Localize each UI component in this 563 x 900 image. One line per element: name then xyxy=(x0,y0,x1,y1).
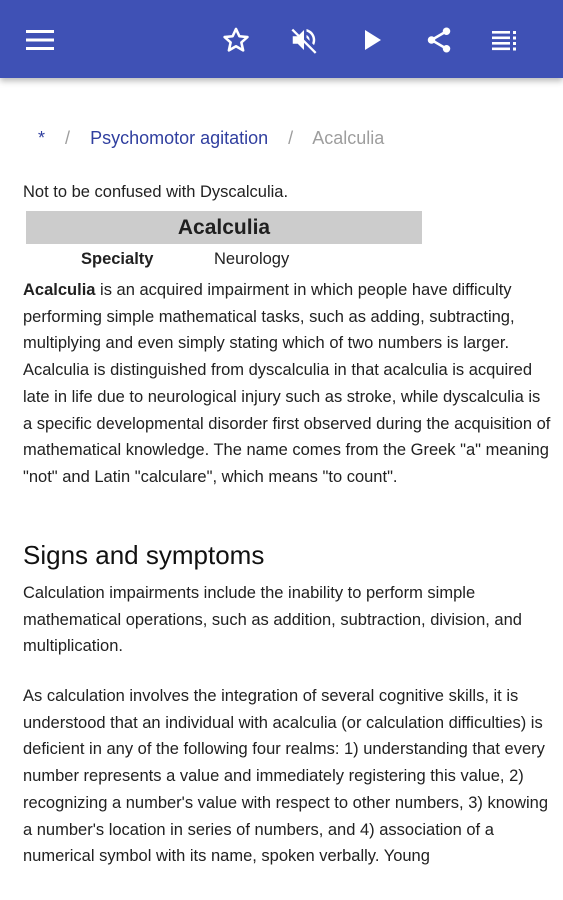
infobox-specialty-value: Neurology xyxy=(214,250,290,268)
intro-paragraph xyxy=(23,277,553,491)
breadcrumb-separator: / xyxy=(65,128,71,148)
section-paragraph-2: As calculation involves the integration of several cognitive skills, it is understood that an individual with acalculia (or calculation difficulties) is deficient in any of the following four realms: 1) understanding that every number represents a value and immediately registering this value, 2) recognizing a number's value with respect to other numbers, 3) knowing a number's location in series of numbers, and 4) association of a numerical symbol with its name, spoken verbally. Young xyxy=(23,687,549,866)
section-heading: Signs and symptoms xyxy=(23,540,265,570)
breadcrumb-parent-link[interactable]: Psychomotor agitation xyxy=(90,128,269,148)
playlist-icon[interactable] xyxy=(488,22,524,58)
intro-text: is an acquired impairment in which people have difficulty performing simple mathematical tasks, such as adding, subtracting, multiplying and even simply stating which of two numbers is larger. Acalculia is distinguished from dyscalculia in that acalculia is acquired late in life due to neurological injury such as stroke, while dyscalculia is a specific developmental disorder first observed during the acquisition of mathematical knowledge. The name comes from the Greek "a" meaning "not" and Latin "calculare", which means "to count". xyxy=(23,281,551,486)
volume-off-icon[interactable] xyxy=(286,22,322,58)
section-paragraph-1: Calculation impairments include the inability to perform simple mathematical operations, such as addition, subtraction, division, and multiplication. xyxy=(23,584,522,656)
menu-icon[interactable] xyxy=(22,22,58,58)
article-content[interactable] xyxy=(0,78,563,900)
app-toolbar xyxy=(0,0,563,78)
intro-term: Acalculia xyxy=(23,281,96,299)
breadcrumb-current: Acalculia xyxy=(312,128,385,148)
share-icon[interactable] xyxy=(421,22,457,58)
breadcrumb xyxy=(38,128,384,149)
star-outline-icon[interactable] xyxy=(218,22,254,58)
play-icon[interactable] xyxy=(354,22,390,58)
infobox-specialty-label: Specialty xyxy=(81,250,154,268)
breadcrumb-separator: / xyxy=(288,128,294,148)
breadcrumb-home-link[interactable]: * xyxy=(38,128,46,148)
infobox-title: Acalculia xyxy=(26,211,422,244)
hatnote: Not to be confused with Dyscalculia. xyxy=(23,183,289,201)
